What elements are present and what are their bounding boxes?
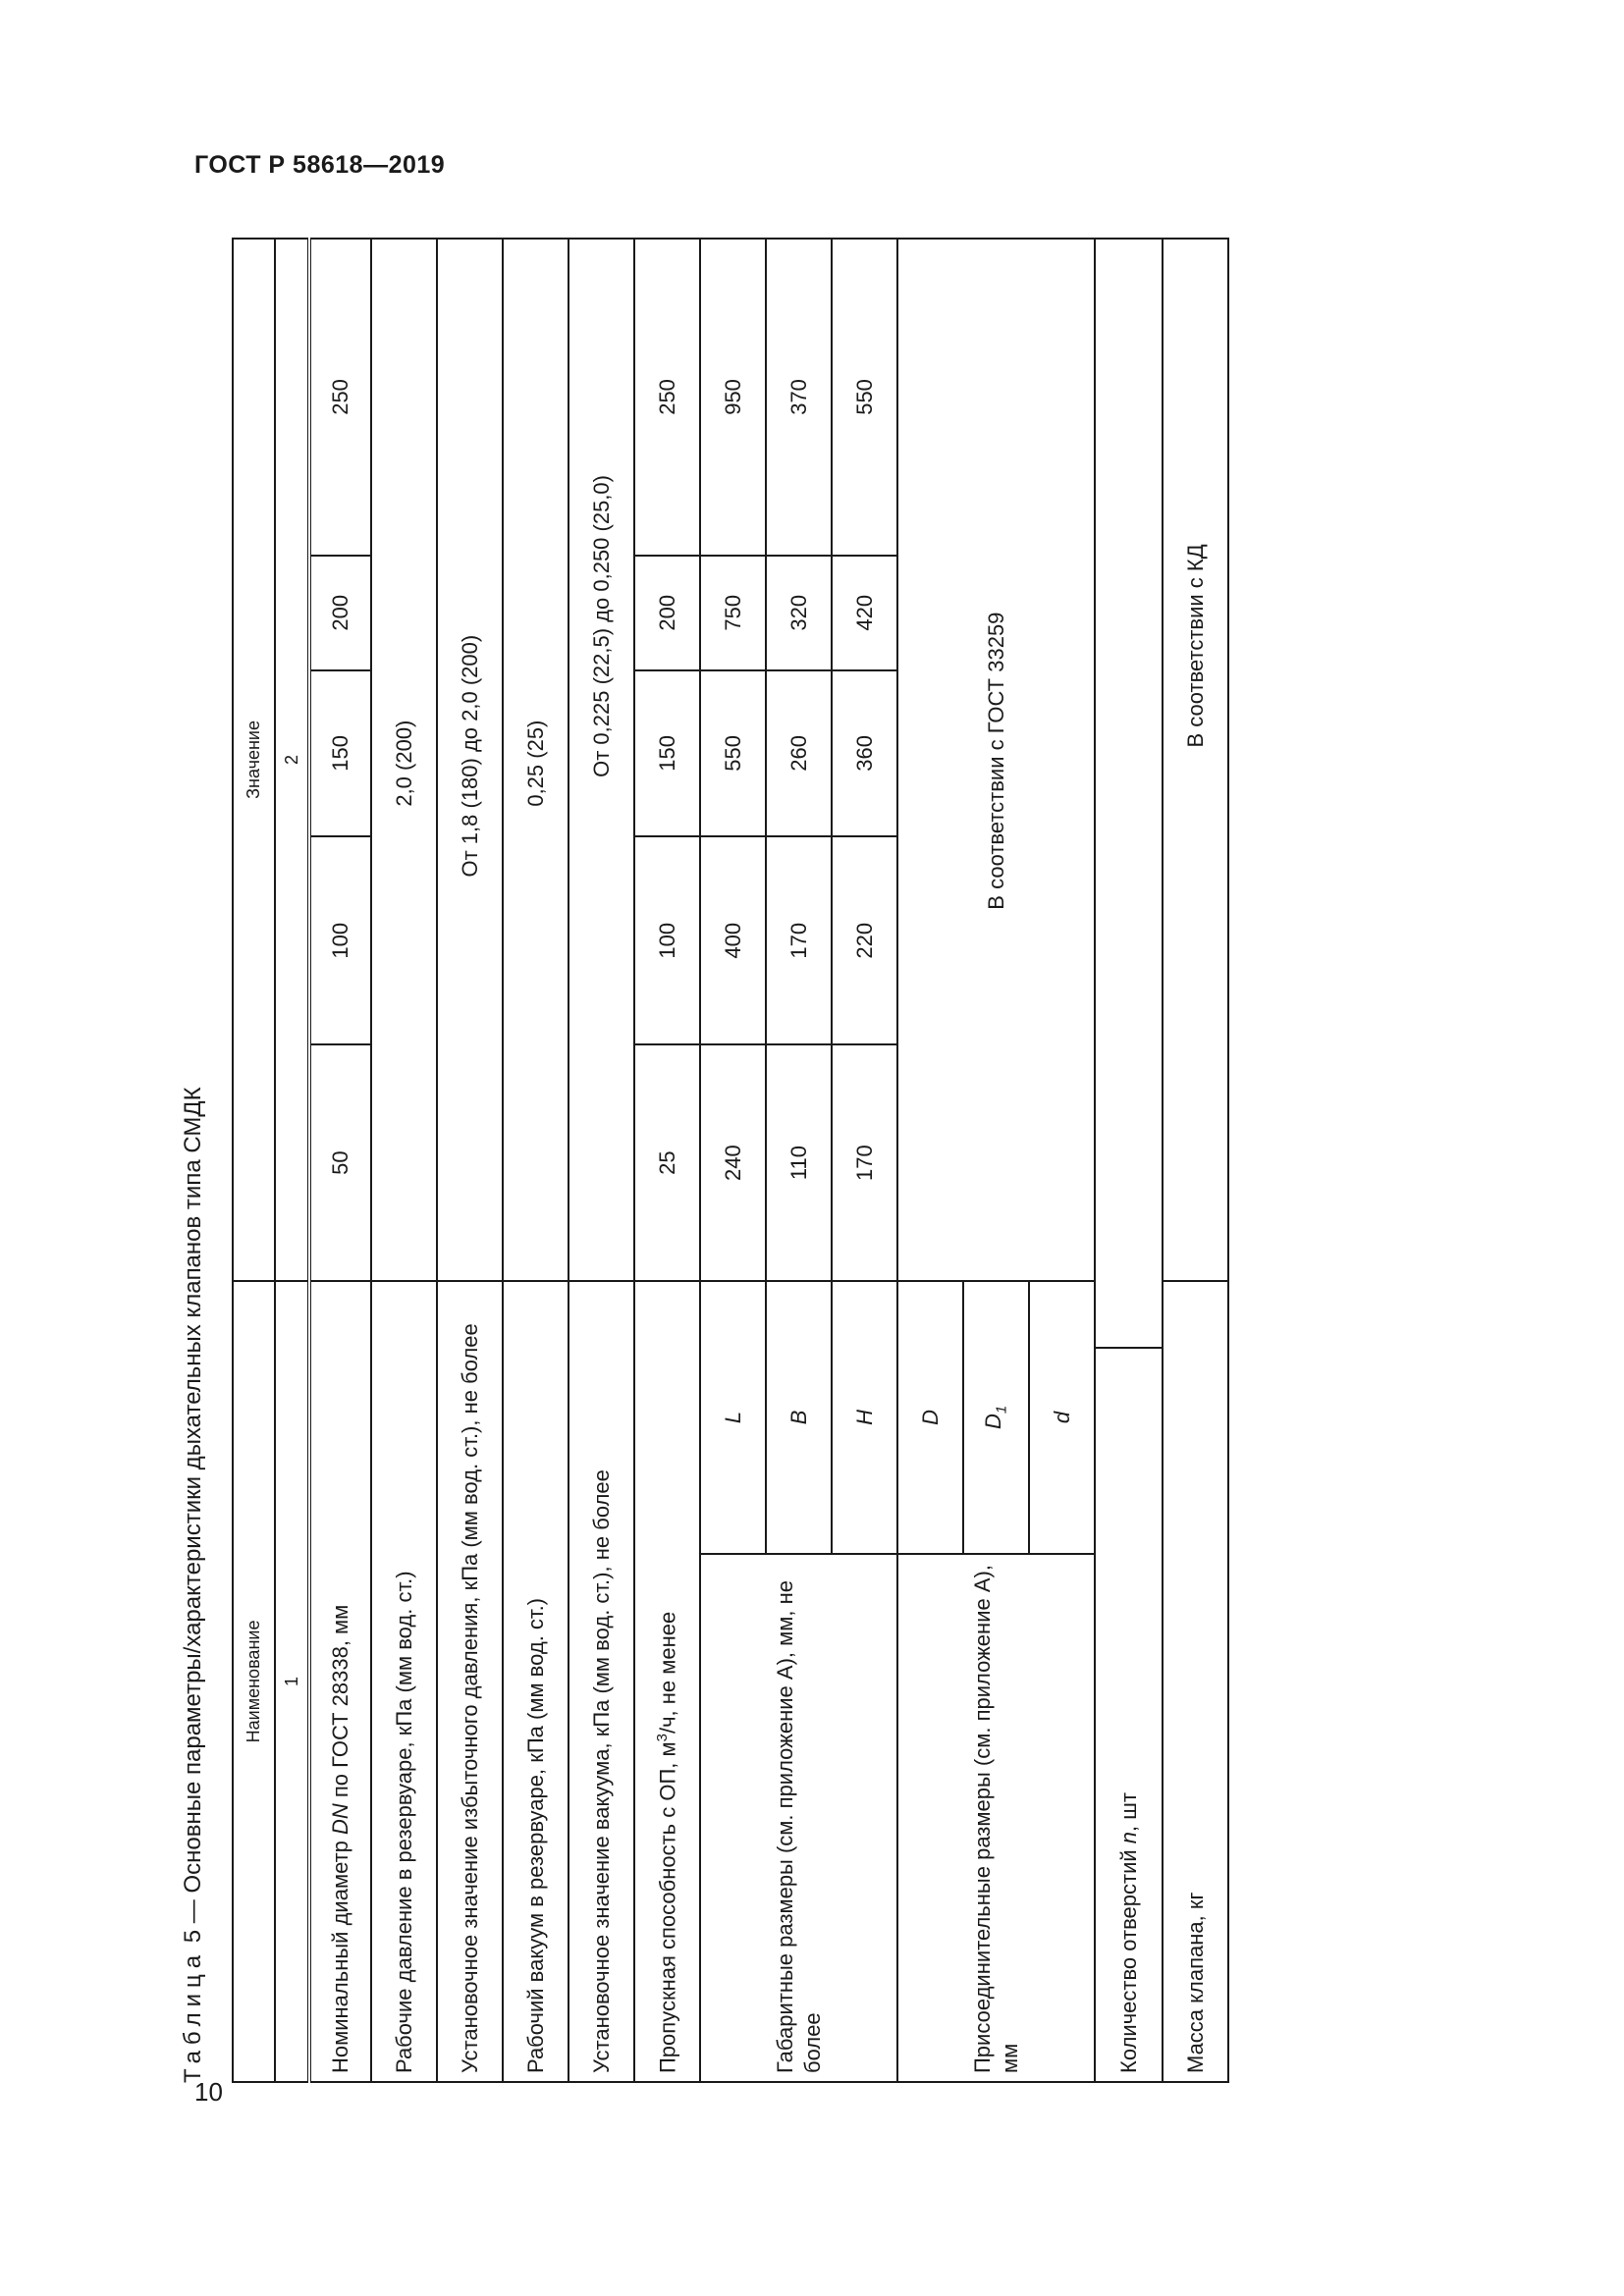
cell-dn-1: 50 [309,1044,371,1281]
cell-capacity-2: 100 [634,836,700,1044]
column-value-number: 2 [275,239,309,1281]
cell-holes-value [1095,239,1163,1348]
row-label-capacity: Пропускная способность с ОП, $м^3/ч$, не менее [634,1281,700,2082]
cell-capacity-5: 250 [634,239,700,556]
table-row-mass [1163,239,1228,2082]
table-row-dim-l [700,239,766,2082]
cell-dim-h-4: 420 [832,556,897,670]
table-row-dn [309,239,371,2082]
page-number: 10 [194,2077,223,2107]
row-label-connection: Присоединительные размеры (см. приложение А), мм [897,1554,1095,2082]
symbol-h: H [832,1281,897,1554]
cell-dim-l-4: 750 [700,556,766,670]
row-label-mass: Масса клапана, кг [1163,1281,1228,2082]
cell-dim-h-2: 220 [832,836,897,1044]
cell-connection-blank [897,1044,1095,1281]
cell-dim-b-3: 260 [766,670,832,837]
table-row-work-pressure [371,239,437,2082]
cell-dim-l-5: 950 [700,239,766,556]
cell-dim-b-2: 170 [766,836,832,1044]
cell-work-vacuum-value: 0,25 (25) [503,239,568,1044]
table-caption [180,1087,207,2083]
header-row-titles [233,239,275,2082]
cell-work-pressure-blank [371,1044,437,1281]
table-row-conn-d [897,239,963,2082]
cell-dim-l-2: 400 [700,836,766,1044]
cell-dim-h-5: 550 [832,239,897,556]
cell-dim-b-1: 110 [766,1044,832,1281]
table-row-work-vacuum [503,239,568,2082]
cell-dn-5: 250 [309,239,371,556]
cell-dim-b-5: 370 [766,239,832,556]
cell-dn-4: 200 [309,556,371,670]
table-row-set-pressure [437,239,503,2082]
cell-work-pressure-value: 2,0 (200) [371,239,437,1044]
table-row-capacity [634,239,700,2082]
row-label-dimensions: Габаритные размеры (см. приложение А), мм, не более [700,1554,897,2082]
cell-connection-value: В соответствии с ГОСТ 33259 [897,239,1095,1044]
cell-set-pressure-value: От 1,8 (180) до 2,0 (200) [437,239,503,1044]
symbol-d-big: D [897,1281,963,1554]
header-row-numbers [275,239,309,2082]
row-label-holes: Количество отверстий n, шт [1095,1348,1163,2082]
document-header: ГОСТ Р 58618—2019 [194,151,446,179]
symbol-b: B [766,1281,832,1554]
row-label-dn: Номинальный диаметр DN по ГОСТ 28338, мм [309,1281,371,2082]
symbol-l: L [700,1281,766,1554]
cell-dn-3: 150 [309,670,371,837]
caption-lead: Таблица [180,1949,206,2083]
cell-dim-b-4: 320 [766,556,832,670]
cell-work-vacuum-blank [503,1044,568,1281]
table-row-holes [1095,239,1163,2082]
row-label-work-vacuum: Рабочий вакуум в резервуаре, кПа (мм вод. ст.) [503,1281,568,2082]
cell-capacity-4: 200 [634,556,700,670]
table-row-set-vacuum [568,239,634,2082]
cell-capacity-3: 150 [634,670,700,837]
column-name-title: Наименование [233,1281,275,2082]
cell-dim-h-1: 170 [832,1044,897,1281]
row-label-set-pressure: Установочное значение избыточного давления, кПа (мм вод. ст.), не более [437,1281,503,2082]
cell-dim-l-3: 550 [700,670,766,837]
cell-dim-h-3: 360 [832,670,897,837]
cell-dim-l-1: 240 [700,1044,766,1281]
cell-set-pressure-blank [437,1044,503,1281]
cell-dn-2: 100 [309,836,371,1044]
rotated-table-frame [180,230,1240,2083]
cell-mass-value: В соответствии с КД [1163,239,1228,1281]
column-name-number: 1 [275,1281,309,2082]
caption-text: 5 — Основные параметры/характеристики дыхательных клапанов типа СМДК [180,1087,206,1949]
parameters-table [232,238,1229,2083]
row-label-work-pressure: Рабочие давление в резервуаре, кПа (мм вод. ст.) [371,1281,437,2082]
row-label-set-vacuum: Установочное значение вакуума, кПа (мм вод. ст.), не более [568,1281,634,2082]
symbol-d1: $D_1$ [963,1281,1029,1554]
cell-capacity-1: 25 [634,1044,700,1281]
column-value-title: Значение [233,239,275,1281]
symbol-d-small: d [1029,1281,1095,1554]
cell-set-vacuum-value: От 0,225 (22,5) до 0,250 (25,0) [568,239,634,1281]
